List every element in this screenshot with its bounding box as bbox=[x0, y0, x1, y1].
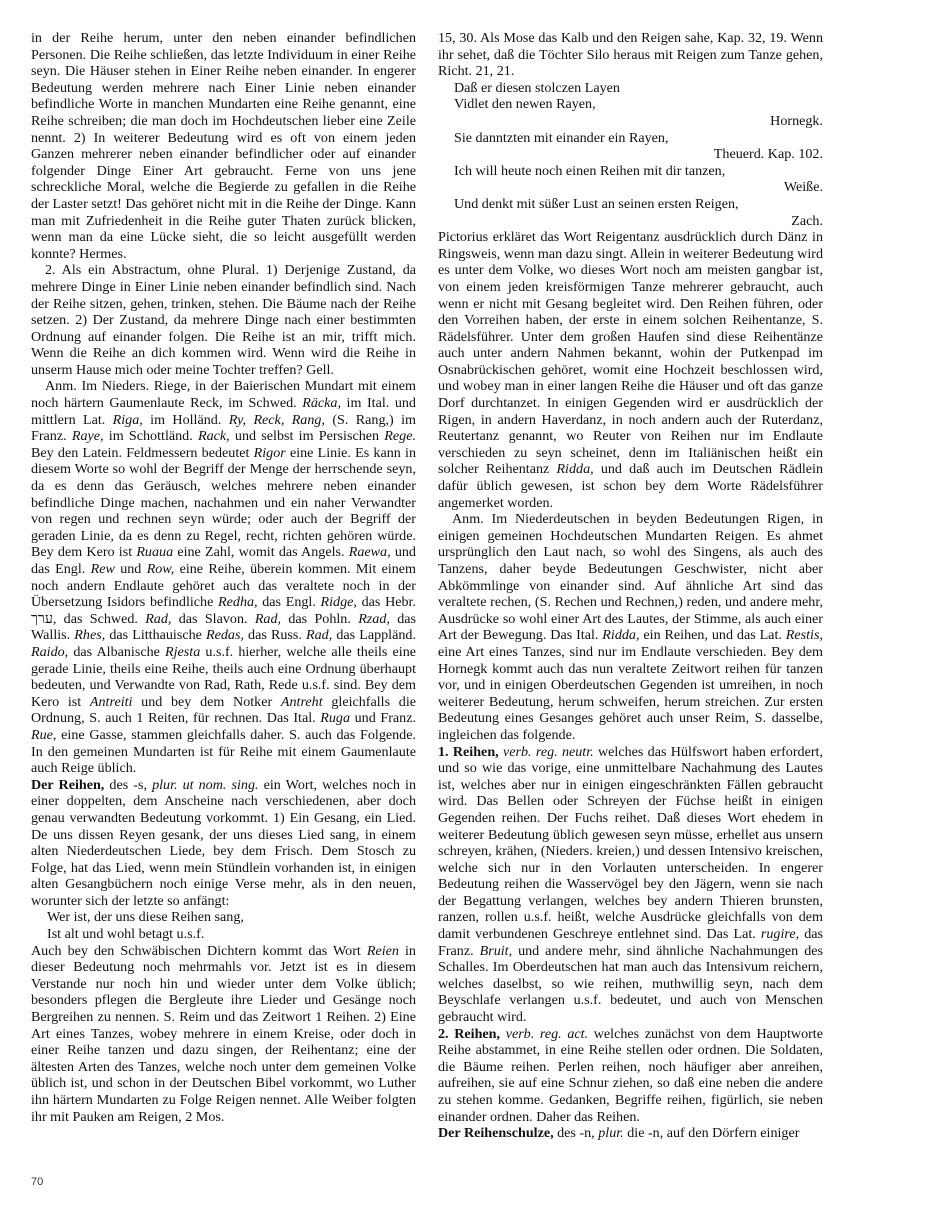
headword: 2. Reihen, bbox=[438, 1025, 501, 1042]
reihen-etymology-note: Anm. Im Niederdeutschen in beyden Bedeutungen Rigen, in einigen gemeinen Hochdeutschen Mundarten Reigen. Es ahmet ursprünglich den Laut nach, so wohl des Singens, als auch des Tanzens, daher beyde Bedeutungen Geschwister, nicht aber Abkömmlinge von einander sind. Auf ähnliche Art sind das veraltete rechen, (S. Rechen und Rechnen,) reden, und andere mehr, Ausdrücke so wohl einer Art des Lautes, der Stimme, als auch einer Art der Bewegung. Das Ital. Ridda, ein Reihen, und das Lat. Restis, eine Art eines Tanzes, sind nur im Endlaute verschieden. Bey dem Hornegk kommt auch das nun veraltete Zeitwort reihen für tanzen vor, und in einigen Oberdeutschen Gegenden ist umreihen, in noch weiterer Bedeutung, herum schweifen, herum streichen. Zur ersten Bedeutung eines Gesanges gehöret auch unser Reim, S. dasselbe, ingleichen das folgende. bbox=[438, 511, 823, 743]
headword: Der Reihen, bbox=[31, 776, 105, 793]
reigentanz-explanation: Pictorius erkläret das Wort Reigentanz ausdrücklich durch Dänz in Ringsweis, wenn man dazu singt. Allein in weiterer Bedeutung wird es unter dem Volke, wo dieses Wort noch am meisten gangbar ist, von einem jeden kreisförmigen Tanze mehrerer gebraucht, auch wenn er nicht mit Gesang begleitet wird. Den Reihen führen, oder den Vorreihen haben, der erste in einem solchen Reihentanze, S. Rädelsführer. Unter dem großen Haufen sind diese Reihentänze auch unter andern Nahmen bekannt, wohin der Putkenpad im Osnabrückischen gehöret, womit eine Hochzeit beschlossen wird, und wobey man in einer langen Reihe die Häuser und oft das ganze Dorf durchtanzet. In einigen Gegenden wird er ausdrücklich der Rigen, in andern Haverdanz, in noch andern auch der Ruterdanz, Reutertanz genannt, wo Reuter von Reihen nur im Endlaute verschieden zu seyn scheinet, denn im Italiänischen heißt ein solcher Reihentanz Ridda, und daß auch im Deutschen Rädlein dafür üblich gewesen, ist schon bey dem Worte Rädelsführer angemerket worden. bbox=[438, 229, 824, 511]
reihe-sense-continuation: in der Reihe herum, unter den neben einander befindlichen Personen. Die Reihe schließen, das letzte Individuum in einer Reihe seyn. Die Häuser stehen in Einer Reihe neben einander. In engerer Bedeutung werden mehrere nach Einer Linie neben einander befindliche Worte in manchen Mundarten eine Reihe genannt, eine Reihe schreiben; die man doch im Hochdeutschen lieber eine Zeile nennt. 2) In weiterer Bedeutung wird es oft von einem jeden Ganzen mehrerer neben einander befindlicher oder auf einander folgender Dinge Einer Art gebraucht. Ferne von uns jene schreckliche Moral, welche die Begierde zu gefallen in die Reihe der Laster setzt! Das gehöret nicht mit in die Reihe der Dinge. Kann man mit Zufriedenheit in die Reihe guter Thaten zurück blicken, wenn man da eine Lücke sieht, die so leicht ausgefüllt werden konnte? Hermes. bbox=[31, 30, 416, 262]
verse-line: Daß er diesen stolczen Layen bbox=[454, 79, 620, 96]
reihe-etymology-note: Anm. Im Nieders. Riege, in der Baierischen Mundart mit einem noch härtern Gaumenlaute Reck, im Schwed. Räcka, im Ital. und mittlern Lat. Riga, im Holländ. Ry, Reck, Rang, (S. Rang,) im Franz. Raye, im Schottländ. Rack, und selbst im Persischen Rege. Bey den Latein. Feldmessern bedeutet Rigor eine Linie. Es kann in diesem Worte so wohl der Begriff der Menge der herrschende seyn, da es denn das Geräusch, welches mehrere neben einander befindliche Dinge machen, nachahmen und ein naher Verwandter von regen und rechnen seyn würde; oder auch der Begriff der geraden Linie, da es denn zu Regel, recht, richten gehören würde. Bey dem Kero ist Ruaua eine Zahl, womit das Angels. Raewa, und das Engl. Rew und Row, eine Reihe, überein kommen. Mit einem noch andern Endlaute gehöret auch das veraltete noch in der Übersetzung Isidors befindliche Redha, das Engl. Ridge, das Hebr. ערך, das Schwed. Rad, das Slavon. Rad, das Pohln. Rzad, das Wallis. Rhes, das Litthauische Redas, das Russ. Rad, das Lappländ. Raido, das Albanische Rjesta u.s.f. hierher, welche alle theils eine gerade Linie, theils eine Reihe, theils auch eine Ordnung überhaupt bedeuten, und Verwandte von Rad, Rath, Rede u.s.f. sind. Bey dem Kero ist Antreiti und bey dem Notker Antreht gleichfalls die Ordnung, S. auch 1 Reiten, für rechnen. Das Ital. Ruga und Franz. Rue, eine Gasse, stammen gleichfalls daher. S. auch das Folgende. In den gemeinen Mundarten ist für Reihe mit einem Gaumenlaute auch Reige üblich. bbox=[31, 378, 417, 777]
headword: Der Reihenschulze, bbox=[438, 1125, 554, 1142]
quote-attribution: Weiße. bbox=[783, 179, 823, 196]
left-column bbox=[31, 30, 416, 1125]
right-column bbox=[438, 30, 823, 1142]
verse-line: Und denkt mit süßer Lust an seinen ersten Reigen, bbox=[454, 195, 739, 212]
headword: 1. Reihen, bbox=[438, 743, 499, 760]
entry-der-reihen-continued-right: 15, 30. Als Mose das Kalb und den Reigen sahe, Kap. 32, 19. Wenn ihr sehet, daß die Töchter Silo heraus mit Reigen zum Tanze gehen, Richt. 21, 21. bbox=[438, 30, 823, 80]
entry-der-reihen: Der Reihen, des -s, plur. ut nom. sing. ein Wort, welches noch in einer doppelten, dem Anscheine nach verschiedenen, aber doch genau verwandten Bedeutung vorkommt. 1) Ein Gesang, ein Lied. De uns dissen Reyen gesank, der uns dieses Lied sang, in einem alten Niederdeutschen Liede, bey dem Frisch. Dem Stosch zu Folge, hat das Lied, wenn mein Stündlein vorhanden ist, in einigen alten Gesangbüchern noch einige Verse mehr, als in den neuen, worunter sich der letzte so anfängt: bbox=[31, 776, 416, 909]
entry-der-reihen-continued: Auch bey den Schwäbischen Dichtern kommt das Wort Reien in dieser Bedeutung noch mehrmahls vor. Jetzt ist es in diesem Verstande nur noch hin und wieder unter dem Volke üblich; besonders pflegen die Bergleute ihre Lieder und Gesänge noch Bergreihen zu nennen. S. Reim und das Zeitwort 1 Reihen. 2) Eine Art eines Tanzes, wobey mehrere in einem Kreise, oder doch in einer Reihe tanzen und dazu singen, der Reihentanz; eine der ältesten Arten des Tanzes, welche noch unter dem gemeinen Volke üblich ist, und schon in der Deutschen Bibel vorkommt, wo Luther ihn härtern Mundarten zu Folge Reigen nennet. Alle Weiber folgten ihr mit Pauken am Reigen, 2 Mos. bbox=[31, 942, 416, 1125]
entry-2-reihen: 2. Reihen, verb. reg. act. welches zunächst von dem Hauptworte Reihe abstammet, in eine Reihe stellen oder ordnen. Die Soldaten, die Bäume reihen. Perlen reihen, noch häufiger aber anreihen, aufreihen, sie auf eine Schnur ziehen, so daß eine neben die andere zu stehen komme. Gedanken, Begriffe reihen, figürlich, sie neben einander ordnen. Daher das Reihen. bbox=[438, 1025, 823, 1125]
verse-line: Vidlet den newen Rayen, bbox=[454, 96, 596, 113]
entry-der-reihenschulze: Der Reihenschulze, des -n, plur. die -n, auf den Dörfern einiger bbox=[438, 1125, 800, 1142]
reihe-sense-2-abstract: 2. Als ein Abstractum, ohne Plural. 1) Derjenige Zustand, da mehrere Dinge in Einer Linie neben einander befindlich sind. Nach der Reihe sitzen, gehen, trinken, stehen. Die Bäume nach der Reihe setzen. 2) Der Zustand, da mehrere Dinge nach einer bestimmten Ordnung auf einander folgen. Die Reihe ist an mir, trifft mich. Wenn die Reihe an dich kommen wird. Wenn wird die Reihe in unserm Hause mich oder meine Tochter treffen? Gell. bbox=[31, 262, 416, 378]
page-number: 70 bbox=[31, 1176, 44, 1188]
quote-attribution: Hornegk. bbox=[770, 112, 823, 129]
verse-line: Sie danntzten mit einander ein Rayen, bbox=[454, 129, 669, 146]
quote-attribution: Zach. bbox=[791, 212, 823, 229]
verse-line: Ist alt und wohl betagt u.s.f. bbox=[47, 926, 205, 943]
verse-line: Wer ist, der uns diese Reihen sang, bbox=[47, 909, 244, 926]
quote-attribution: Theuerd. Kap. 102. bbox=[713, 146, 823, 163]
verse-line: Ich will heute noch einen Reihen mit dir tanzen, bbox=[454, 162, 726, 179]
entry-1-reihen: 1. Reihen, verb. reg. neutr. welches das Hülfswort haben erfordert, und so wie das vorige, eine unmittelbare Nachahmung des Lautes ist, welches aber nur in einigen eingeschränkten Fällen gebraucht wird. Das Bellen oder Schreyen der Füchse heißt in einigen Gegenden reihen. Der Fuchs reihet. Daß dieses Wort ehedem in weiterer Bedeutung üblich gewesen seyn müsse, erhellet aus unsern schreyen, krähen, (Nieders. kreien,) und dessen Intensivo kreischen, welche sich nur in den Vorlauten unterscheiden. In engerer Bedeutung reihen die Wasservögel bey den Jägern, wenn sie nach der Begattung verlangen, welches bey andern Thieren brunsten, ranzen, rollen u.s.f. heißt, welche Ausdrücke gleichfalls von dem damit verbundenen Geschreye entlehnet sind. Das Lat. rugire, das Franz. Bruit, und andere mehr, sind ähnliche Nachahmungen des Schalles. Im Oberdeutschen hat man auch das Intensivum reichern, welches daselbst, so wie reihen, muthwillig seyn, nach dem Beyschlafe verlangen u.s.f. bedeutet, und auch von Menschen gebraucht wird. bbox=[438, 743, 823, 1026]
